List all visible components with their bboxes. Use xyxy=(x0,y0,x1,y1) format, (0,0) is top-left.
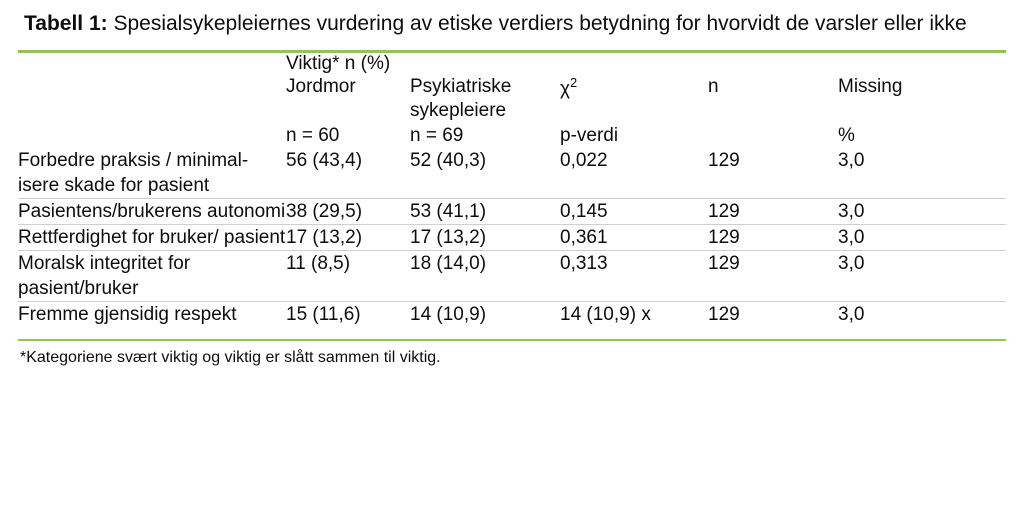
cell-missing: 3,0 xyxy=(838,251,1006,302)
cell-missing: 3,0 xyxy=(838,149,865,171)
cell-psykiatriske: 53 (41,1) xyxy=(410,199,560,225)
table-row xyxy=(18,148,1006,199)
table-footnote: *Kategoriene svært viktig og viktig er slått sammen til viktig. xyxy=(20,349,441,367)
table-subheader-row xyxy=(18,124,1006,148)
cell-n: 129 xyxy=(708,149,740,171)
group-header-spacer xyxy=(18,53,286,75)
row-label: Pasientens/brukerens autonomi xyxy=(18,199,286,225)
column-header-chi-square xyxy=(560,75,708,124)
group-header-spacer-3 xyxy=(708,53,838,75)
cell-missing: 3,0 xyxy=(838,225,1006,251)
cell-p-verdi: 0,145 xyxy=(560,199,708,225)
caption-label: Tabell 1: xyxy=(24,12,108,35)
row-label: Rettferdighet for bruker/ pasient xyxy=(18,225,286,251)
group-header-spacer-2 xyxy=(560,53,708,75)
cell-p-verdi: 14 (10,9) x xyxy=(560,302,708,328)
subheader-blank xyxy=(18,124,286,148)
cell-jordmor: 11 (8,5) xyxy=(286,251,410,302)
cell-n: 129 xyxy=(708,302,838,328)
subheader-p-verdi: p-verdi xyxy=(560,124,619,146)
column-header-blank xyxy=(18,75,286,124)
row-label: Moralsk integritet for pasient/bruker xyxy=(18,251,286,302)
cell-jordmor: 38 (29,5) xyxy=(286,199,410,225)
table-row xyxy=(18,225,1006,251)
subheader-n xyxy=(708,124,838,148)
chi-exponent: 2 xyxy=(569,74,578,90)
row-label: Forbedre praksis / minimal-isere skade for pasient xyxy=(18,149,249,196)
data-table xyxy=(18,53,1006,327)
cell-psykiatriske: 17 (13,2) xyxy=(410,225,560,251)
cell-p-verdi: 0,313 xyxy=(560,251,708,302)
cell-jordmor: 56 (43,4) xyxy=(286,149,363,171)
subheader-psykiatriske-n: n = 69 xyxy=(410,124,464,146)
cell-n: 129 xyxy=(708,251,838,302)
table-row xyxy=(18,251,1006,302)
table-header-row xyxy=(18,75,1006,124)
row-label: Fremme gjensidig respekt xyxy=(18,302,286,328)
column-header-psykiatriske: Psykiatriske sykepleiere xyxy=(410,75,512,122)
column-header-jordmor: Jordmor xyxy=(286,75,356,97)
subheader-missing-percent: % xyxy=(838,124,855,146)
column-header-n: n xyxy=(708,75,719,97)
caption-text: Spesialsykepleiernes vurdering av etiske verdiers betydning for hvorvidt de varsler eller ikke xyxy=(107,12,967,35)
cell-n: 129 xyxy=(708,225,838,251)
cell-jordmor: 17 (13,2) xyxy=(286,225,410,251)
table-group-header-row xyxy=(18,53,1006,75)
cell-p-verdi: 0,361 xyxy=(560,225,708,251)
group-header-spacer-4 xyxy=(838,53,1006,75)
cell-n: 129 xyxy=(708,199,838,225)
group-header-viktig: Viktig* n (%) xyxy=(286,52,391,74)
cell-psykiatriske: 18 (14,0) xyxy=(410,251,560,302)
cell-psykiatriske: 52 (40,3) xyxy=(410,149,487,171)
cell-missing: 3,0 xyxy=(838,199,1006,225)
table-row xyxy=(18,302,1006,328)
page-title xyxy=(24,10,1006,38)
chi-symbol: χ xyxy=(560,78,570,100)
cell-psykiatriske: 14 (10,9) xyxy=(410,302,560,328)
column-header-missing: Missing xyxy=(838,75,903,97)
subheader-jordmor-n: n = 60 xyxy=(286,124,340,146)
cell-p-verdi: 0,022 xyxy=(560,149,608,171)
cell-missing: 3,0 xyxy=(838,302,1006,328)
table-row xyxy=(18,199,1006,225)
cell-jordmor: 15 (11,6) xyxy=(286,302,410,328)
table-bottom-rule xyxy=(18,339,1006,341)
